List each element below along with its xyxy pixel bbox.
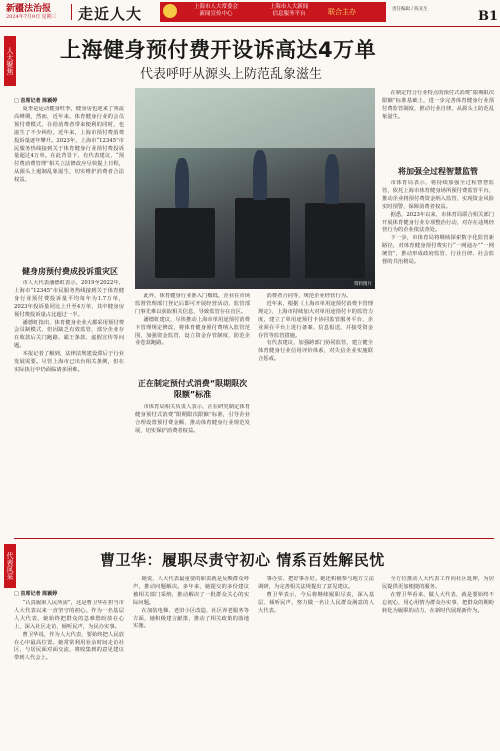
paragraph: 有代表建议，加强跨部门协同监管，建立健全体育健身行业信用评价体系，对失信企业实施联合惩戒。: [258, 340, 373, 363]
article2-col4: [382, 576, 494, 748]
emblem-icon: [163, 4, 177, 18]
masthead-divider: [71, 4, 72, 20]
article1-byline: □ 首席记者 陈颖婷: [14, 98, 58, 104]
banner-org-2-line1: 上海市人大新闻: [269, 4, 309, 10]
paragraph: 潘德虹建议，尽快推动上海市单用途预付消费卡管理规定修改，将体育健身预付费纳入监管范围，加强资金监管，设立资金存管制度，防范企业卷款跑路。: [135, 316, 250, 347]
paragraph: 在加装电梯、老旧小区改造、社区养老服务等方面，她积极建言献策，推动了相关政策的落地实施。: [133, 607, 249, 630]
issue-date: 2024年7月9日 星期三: [6, 14, 57, 20]
article1-subhead-1: 健身房预付费成投诉重灾区: [22, 267, 118, 276]
article-divider: [14, 538, 494, 539]
masthead-rule: [0, 26, 500, 27]
section-tag-top: 人大聚焦: [4, 36, 16, 86]
article1-subhead-2: 正在制定预付式消费“限期限次限额”标准: [137, 379, 248, 399]
paragraph: 下一步，市体育局将继续探索数字化监管新路径，对体育健身预付费实行“一网通办”“一网统管”，推动形成政府监管、行业自律、社会监督的共治格局。: [382, 235, 494, 266]
paper-logo: 新疆法治报: [6, 4, 52, 14]
paragraph: 此外，体育健身行业准入门槛低，企业在市场监督管理部门登记后即可开展经营活动，监管部门事先难以获取相关信息，导致监管存在盲区。: [135, 293, 250, 315]
paragraph: 本报记者了解到，法律法规建设滞后于行业发展需要。尽管上海市已出台相关条例，但在实际执行中仍面临诸多困难。: [14, 351, 124, 373]
banner-cosponsor-label: 联合主办: [328, 8, 356, 16]
person-figure: [253, 150, 267, 200]
paragraph: 潘德虹指出，体育健身企业大都采用预付费会员制模式，但因缺乏有效监管，部分企业存在收款后关门跑路、霸王条款、虚假宣传等问题。: [14, 319, 124, 350]
banner-org-1-line2: 新闻宣传中心: [199, 11, 233, 17]
gym-photo: [135, 88, 375, 289]
paragraph: 全方位推动人大代表工作向社区延伸，为居民提供更加便捷的服务。: [382, 576, 494, 590]
paragraph: 曹卫华说，作为人大代表，要始终把人民放在心中最高位置。她常常利用业余时间走访社区，与居民面对面交流，将收集到的意见建议带到人代会上。: [14, 631, 124, 662]
paragraph: 事办实、把好事办好。她还积极参与地方立法调研，为完善相关法规提出了意见建议。: [258, 576, 374, 590]
paragraph: 市体育局表示，将持续加强全过程智慧监管，依托上海市体育健身场所预付费监管平台，推动企业将预付费资金纳入监管，实现资金风险实时预警，保障消费者权益。: [382, 180, 494, 210]
article1-col3: [258, 293, 373, 532]
article2-col1: [14, 600, 124, 748]
banner-org-2-line2: 信息服务平台: [272, 11, 306, 17]
paragraph: 夏季是运动健身旺季，健身房也迎来了客流高峰期，然而，近年来，体育健身行业的会员预付费模式，在给消费者带来便利的同时，也滋生了不少纠纷，近年来，上海市预付费消费投诉量逐年攀升。2023年，上海市“12345”市民服务热线接到关于体育健身行业预付费投诉量超过4万单。在此背景下，有代表建议，“预付费消费管理”相关立法修改应尽快提上日程，从源头上遏制乱象滋生，切实维护消费者合法权益。: [14, 106, 124, 184]
paragraph: 曹卫华表示，今后将继续履职尽责，深入基层、倾听民声，努力做一名让人民群众满意的人大代表。: [258, 591, 374, 614]
paragraph: 她说，人大代表最重要的职责就是反映群众呼声，推动问题解决。多年来，她提交的多份建议被相关部门采纳，推动解决了一批群众关心的实际问题。: [133, 576, 249, 606]
person-figure: [325, 154, 339, 204]
article2-col3: [258, 576, 374, 748]
paragraph: “认真履职人民所需”，这是曹卫华在担当市人大代表以来一直坚守的初心。作为一名基层人大代表，她始终把群众的急难愁盼放在心上，深入社区走访，倾听民声，为民办实事。: [14, 600, 124, 630]
masthead: [0, 0, 500, 26]
banner-org-1: [180, 4, 252, 18]
section-tag-bottom: 代表风采: [4, 544, 16, 588]
banner-org-1-line1: 上海市人大常委会: [193, 4, 238, 10]
treadmill: [235, 198, 290, 278]
article1-subheadline: 代表呼吁从源头上防范乱象滋生: [140, 67, 323, 82]
article1-col1: [14, 106, 124, 261]
paragraph: 市体育局相关负责人表示，正在研究制定体育健身预付式消费“限期限次限额”标准，引导企业合理设置预付费金额，推动体育健身行业规范发展，切实保护消费者权益。: [135, 404, 250, 434]
paragraph: 近年来，根据《上海市单用途预付消费卡管理规定》，上海市持续加大对单用途预付卡的监管力度，建立了单用途预付卡协同监管服务平台，企业须在平台上进行备案、信息报送，并接受资金存管等监管措施。: [258, 300, 373, 339]
article1-col1b: [14, 280, 124, 532]
section-title: 走近人大: [78, 5, 143, 23]
article1-col2: [135, 293, 250, 371]
paragraph: 在制定符合行业特点的预付式消费“限期限次限额”标准基础上，进一步完善体育健身行业预付费监管制度，推动行业自律，从源头上防范乱象滋生。: [382, 90, 494, 120]
paragraph: 消费者合同等，规范企业经营行为。: [266, 293, 352, 299]
paragraph: 市人大代表潘德虹表示，2019至2022年，上海市“12345”市民服务热线接到关于体育健身行业预付费投诉量平均每年为1.7万单，2023年投诉量同比上升至4万单，其中健身房预付费投诉量占比超过一半。: [14, 280, 124, 318]
article2-byline: □ 首席记者 陈颖婷: [14, 591, 58, 597]
person-figure: [175, 158, 189, 208]
paragraph: 在曹卫华看来，做人大代表，就是要始终不忘初心，用心用情为群众办实事，把群众的期盼转化为履职的动力，在新时代展现新作为。: [382, 591, 494, 614]
article1-col4: [382, 90, 494, 158]
article1-col4b: [382, 180, 494, 532]
banner-org-2: [256, 4, 322, 18]
article2-headline: 曹卫华：履职尽责守初心 情系百姓解民忧: [100, 551, 385, 569]
treadmill: [305, 203, 365, 278]
article2-col2: [133, 576, 249, 748]
editor-credit: 责任编辑 / 陈先生: [392, 7, 428, 12]
photo-windows: [135, 88, 375, 148]
photo-credit: 资料图片: [354, 282, 372, 287]
article1-subhead-3: 将加强全过程智慧监管: [398, 167, 478, 176]
paragraph: 据悉，2023年以来，市体育局联合相关部门开展体育健身行业专项整治行动，对存在违规经营行为的企业依法查处。: [382, 211, 494, 234]
article1-col2b: [135, 404, 250, 532]
treadmill: [155, 208, 215, 278]
cosponsor-banner: [160, 2, 386, 22]
article1-headline: 上海健身预付费开设诉高达4万单: [60, 38, 377, 62]
page-number: B1: [478, 9, 499, 24]
